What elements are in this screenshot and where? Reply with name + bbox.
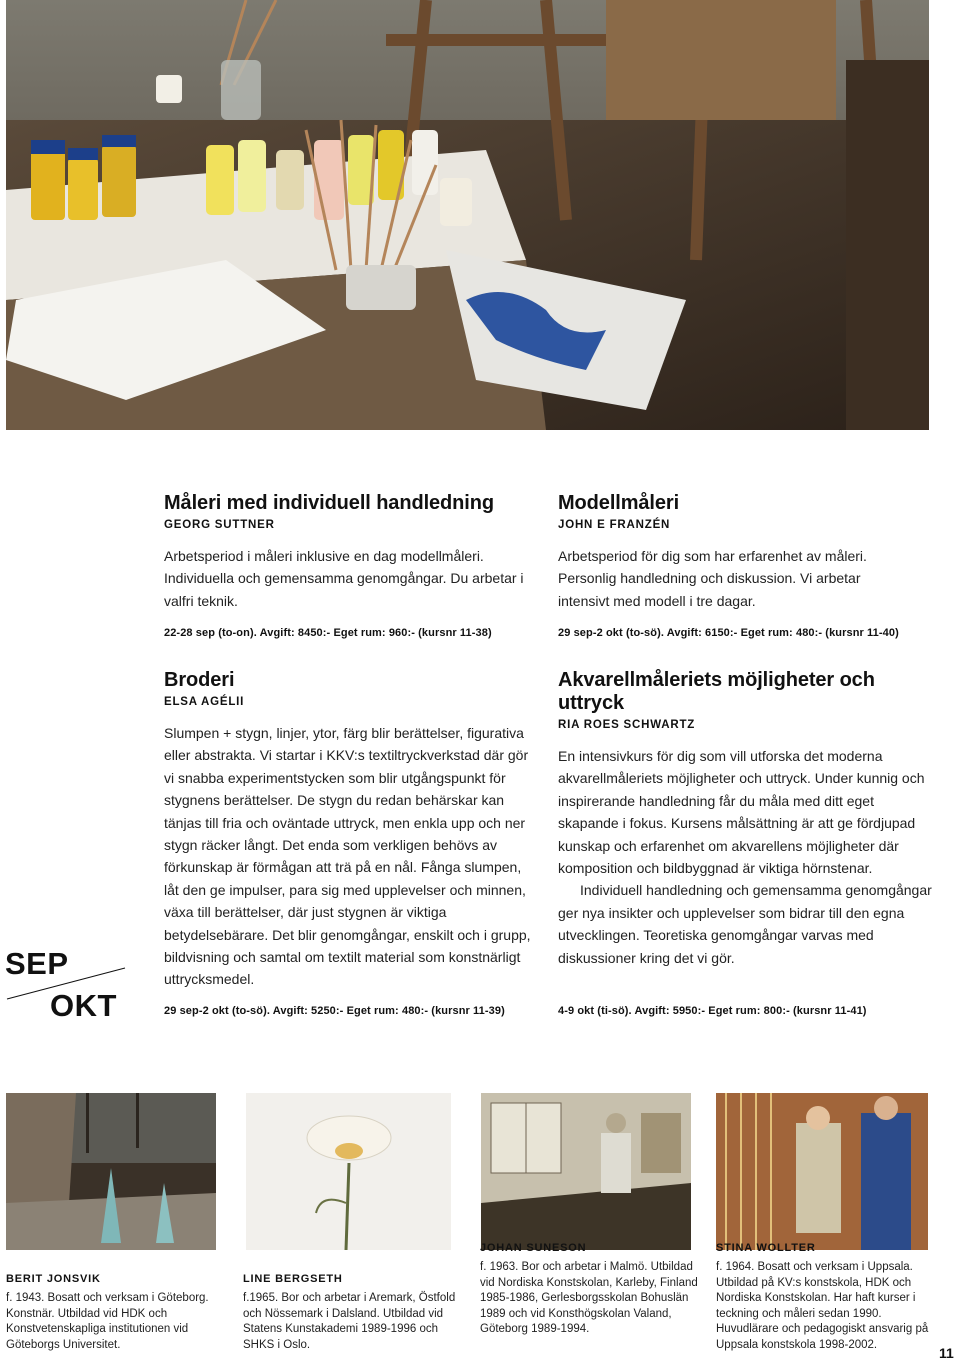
course-title: Akvarellmåleriets möjligheter och uttryck	[558, 669, 875, 714]
month-marker	[5, 945, 130, 1025]
course-paragraph: Arbetsperiod för dig som har erfarenhet av måleri. Personlig handledning och diskussion. Vi arbetar intensivt med modell i tre dagar.	[558, 548, 867, 609]
course-description	[558, 545, 898, 612]
course-teacher: RIA ROES SCHWARTZ	[558, 719, 696, 731]
course-meta: 4-9 okt (ti-sö). Avgift: 5950:- Eget rum: 800:- (kursnr 11-41)	[558, 1005, 867, 1017]
course-teacher: GEORG SUTTNER	[164, 519, 275, 531]
course-embroidery	[164, 669, 539, 991]
artist-bio	[6, 1291, 226, 1353]
course-painting-individual	[164, 492, 539, 612]
course-teacher: JOHN E FRANZÉN	[558, 519, 671, 531]
course-meta: 22-28 sep (to-on). Avgift: 8450:- Eget rum: 960:- (kursnr 11-38)	[164, 627, 492, 639]
artist-name: LINE BERGSETH	[243, 1273, 343, 1285]
course-description	[164, 545, 539, 612]
course-meta: 29 sep-2 okt (to-sö). Avgift: 5250:- Eget rum: 480:- (kursnr 11-39)	[164, 1005, 505, 1017]
artist-photo-bergseth	[246, 1093, 451, 1250]
course-paragraph: Slumpen + stygn, linjer, ytor, färg blir berättelser, figurativa eller abstrakta. Vi startar i KKV:s textiltryckverkstad där gör vi snabba experimentstycken som blir utgångspunkt för stygnens berättelser. De stygn du redan behärskar kan tänjas till fria och oväntade uttryck, men enkla upp och ner stygn räcker långt. Det enda som verkligen behövs av förkunskap är förmågan att trä på en nål. Fånga slumpen, låt den ge impulser, para sig med upplevelser och minnen, växa till berättelser, där just stygnen är viktiga betydelsebärare. Det blir genomgångar, enskilt och i grupp, bildvisning och samtal om textilt material som konstnärligt uttrycksmedel.	[164, 725, 531, 988]
artist-jonsvik	[6, 1273, 226, 1353]
course-title: Måleri med individuell handledning	[164, 492, 494, 514]
artist-bio	[716, 1260, 931, 1353]
artist-bio-text: f. 1964. Bosatt och verksam i Uppsala. Utbildad på KV:s konstskola, HDK och Nordiska Konstskolan. Har haft kurser i teckning och måleri sedan 1990. Huvudlärare och pedagogiskt ansvarig på Uppsala konstskola 1998-2002.	[716, 1261, 929, 1351]
artist-photo-jonsvik	[6, 1093, 216, 1250]
artist-wollter	[716, 1242, 931, 1353]
course-paragraph: Individuell handledning och gemensamma genomgångar ger nya insikter och upplevelser som bidrar till den egna utvecklingen. Teoretiska genomgångar varvas med diskussioner kring det vi gör.	[558, 882, 932, 966]
course-description	[164, 722, 539, 991]
artist-name: JOHAN SUNESON	[480, 1242, 587, 1254]
artist-bergseth	[243, 1273, 458, 1353]
artist-bio-text: f.1965. Bor och arbetar i Aremark, Östfold och Nössemark i Dalsland. Utbildad vid Statens Kunstakademi 1989-1996 och SHKS i Oslo.	[243, 1292, 456, 1351]
artist-bio	[243, 1291, 458, 1353]
artist-bio-text: f. 1963. Bor och arbetar i Malmö. Utbildad vid Nordiska Konstskolan, Karleby, Finland 1985-1986, Gerlesborgsskolan Bohuslän 1989 och vid Konsthögskolan Valand, Göteborg 1989-1994.	[480, 1261, 698, 1335]
artist-bio	[480, 1260, 702, 1338]
market-painting-image	[716, 1093, 928, 1250]
course-watercolor	[558, 669, 933, 969]
hero-photo	[6, 0, 929, 430]
artist-photo-suneson	[481, 1093, 691, 1250]
course-paragraph: En intensivkurs för dig som vill utforska det moderna akvarellmåleriets möjligheter och uttryck. Under kunnig och inspirerande handledning får du måla med ditt eget skapande i fokus. Kursens målsättning är att ge fördjupad kunskap och erfarenhet om akvarellens möjligheter där komposition och bildbyggnad är viktiga hörnstenar.	[558, 748, 925, 877]
artist-photo-wollter	[716, 1093, 928, 1250]
course-teacher: ELSA AGÉLII	[164, 696, 245, 708]
month-to: OKT	[50, 988, 117, 1023]
art-studio-photo	[6, 0, 929, 430]
cave-installation-image	[6, 1093, 216, 1250]
interior-painting-image	[481, 1093, 691, 1250]
course-model-painting	[558, 492, 898, 612]
course-title: Broderi	[164, 669, 235, 691]
artist-name: BERIT JONSVIK	[6, 1273, 101, 1285]
month-from: SEP	[5, 946, 69, 981]
artist-name: STINA WOLLTER	[716, 1242, 816, 1254]
flower-drawing-image	[246, 1093, 451, 1250]
course-meta: 29 sep-2 okt (to-sö). Avgift: 6150:- Eget rum: 480:- (kursnr 11-40)	[558, 627, 899, 639]
page-number: 11	[939, 1345, 954, 1361]
course-paragraph: Arbetsperiod i måleri inklusive en dag modellmåleri. Individuella och gemensamma genomgångar. Du arbetar i valfri teknik.	[164, 548, 524, 609]
artist-suneson	[480, 1242, 702, 1338]
course-title: Modellmåleri	[558, 492, 680, 514]
course-description	[558, 745, 933, 969]
artist-bio-text: f. 1943. Bosatt och verksam i Göteborg. Konstnär. Utbildad vid HDK och Konstvetenskapliga institutionen vid Göteborgs Universitet.	[6, 1292, 209, 1351]
